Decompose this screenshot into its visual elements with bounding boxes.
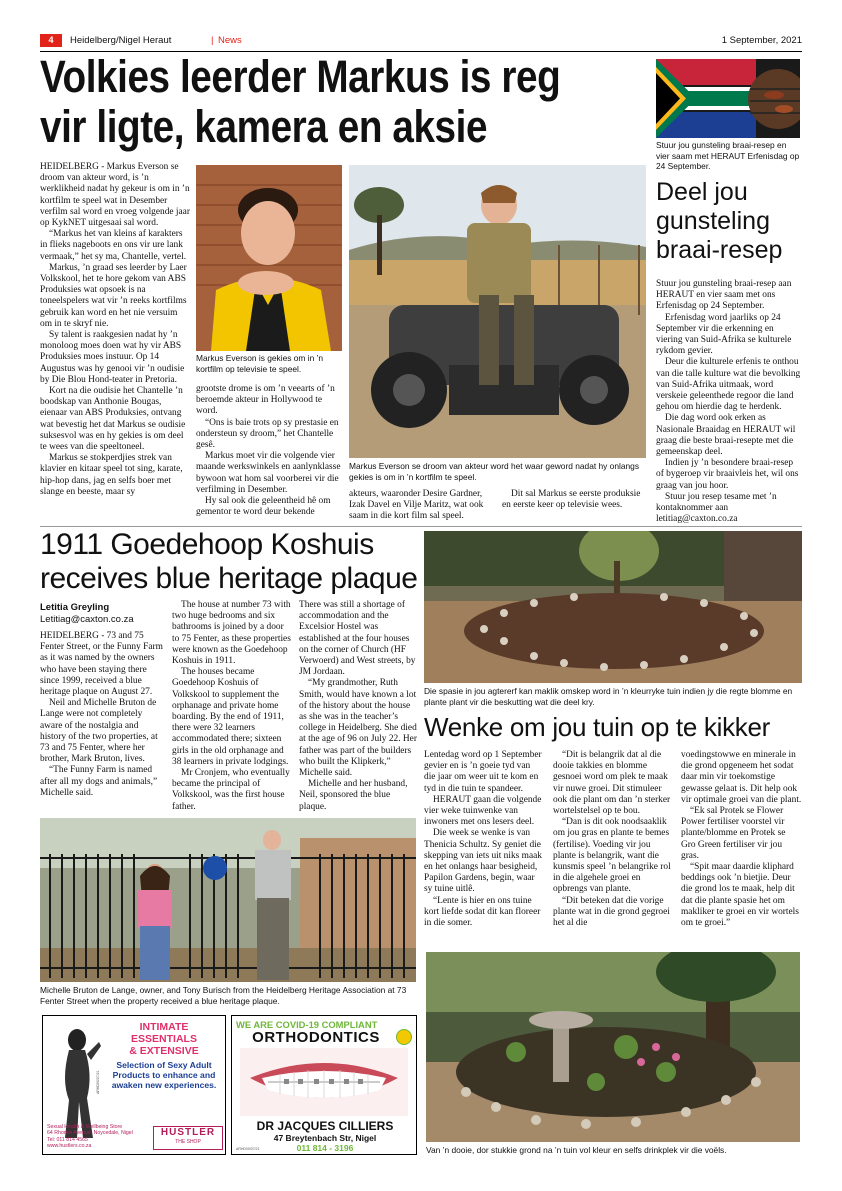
article2-headline-line2: receives blue heritage plaque — [40, 562, 418, 595]
article2-paragraph: There was still a shortage of accommodation and the Excelsior Hostel was established at the four houses on the corner of Church (HF Verwoerd) and West streets, by JM Jordaan. — [299, 600, 416, 678]
heritage-plaque-photo — [40, 818, 416, 982]
article3-col3 — [681, 750, 802, 929]
article1-paragraph: akteurs, waaronder Desire Gardner, Izak Davel en Vilje Maritz, wat ook saam in die kort film sal speel. — [349, 489, 484, 522]
hustler-headline-line: ESSENTIALS — [131, 1033, 197, 1045]
article3-paragraph: “Ek sal Protek se Flower Power fertiliser voorstel vir plante/blomme en Protek se Gro Green fertiliser vir jou gras. — [681, 806, 786, 861]
article1-headline — [40, 52, 566, 152]
smile-illustration — [240, 1048, 408, 1116]
article3-paragraph: “Dit is belangrik dat al die dooie takkies en blomme gesnoei word om plek te maak vir nuwe groei. Dit stimuleer ook die plant om dan ’n sterker wortelstelsel op te bou. — [553, 750, 671, 817]
article1-paragraph: Hy sal ook die geleentheid hê om gementor te word deur bekende — [196, 496, 331, 518]
braai-body — [656, 279, 802, 525]
article2-paragraph: The houses became Goedehoop Koshuis of Volkskool to supplement the orphanage and private home boarding. By the end of 1911, there were 32 learners accommodated there; sixteen girls in the old orphanage and 38 learners in private lodgings. — [172, 667, 289, 767]
braai-paragraph: Stuur jou gunsteling braai-resep aan HERAUT en vier saam met ons Erfenisdag op 24 September. — [656, 279, 792, 312]
hustler-headline-line: INTIMATE — [139, 1021, 189, 1033]
garden-before-caption: Die spasie in jou agtererf kan maklik omskep word in ’n kleurryke tuin indien jy die regte blomme en plante plant vir die beskutting wat die deel kry. — [424, 686, 793, 707]
article2-byline: Letitia Greyling — [40, 602, 110, 613]
garden-before-photo — [424, 531, 802, 683]
hustler-brand-sub: THE SHOP — [175, 1139, 201, 1145]
braai-headline: Deel jou gunsteling braai-resep — [656, 178, 783, 264]
orthodontist-address: 47 Breytenbach Str, Nigel — [273, 1133, 377, 1143]
article2-col1 — [40, 631, 166, 799]
hustler-ad[interactable] — [42, 1015, 226, 1155]
article1-paragraph: Sy talent is raakgesien nadat hy ’n monoloog moes doen wat hy vir ABS Produksies moes instuur. Op 14 Augustus was hy genooi vir ’n oudisie by Die Blou Hond-teater in Pretoria. — [40, 330, 185, 385]
article2-paragraph: Mr Cronjem, who eventually became the principal of Volkskool, was the first house father. — [172, 768, 290, 812]
orthodontist-name: DR JACQUES CILLIERS — [256, 1119, 394, 1133]
article3-paragraph: “Dan is dit ook noodsaaklik om jou gras en plante te bemes (fertilise). Voeding vir jou plante is belangrik, want die kunsmis speel ’n belangrike rol in die algehele groei en opbrengs van plante. — [553, 817, 671, 895]
article2-paragraph: “The Funny Farm is named after all my dogs and animals,” Michelle said. — [40, 765, 158, 798]
hustler-address-line: 64 Rhodes Avenue, Noycedale, Nigel — [47, 1130, 133, 1137]
article2-paragraph: “My grandmother, Ruth Smith, would have known a lot of the history about the house as she was in the teacher’s college in Heidelberg. She died at the age of 96 on July 22. Her father was part of the builders who built the Klipkerk,” Michelle said. — [299, 678, 417, 779]
article1-paragraph: Kort na die oudisie het Chantelle ’n boodskap van Anthonie Bougas, eienaar van ABS Produksies, ontvang wat bevestig het dat Markus se oudisie suksesvol was en hy gekies is om deel te wees van die speeltoneel. — [40, 386, 186, 453]
issue-date: 1 September, 2021 — [721, 35, 802, 46]
article1-paragraph: “Ons is baie trots op sy prestasie en ondersteun sy droom,” het Chantelle gesê. — [196, 417, 339, 451]
article1-col2 — [196, 384, 342, 518]
article1-paragraph: grootste drome is om ’n veearts of ’n beroemde akteur in Hollywood te word. — [196, 384, 335, 417]
article1-paragraph: Markus, ’n graad ses leerder by Laer Volkskool, het te hore gekom van ABS Produksies wat opsoek is na toneelspelers wat vir ’n reeks kortfilms gebruik kan word en het nie versuim om in te skryf nie. — [40, 262, 187, 329]
braai-paragraph: Deur die kulturele erfenis te onthou van die talle kulture wat die bevolking van Suid-Afrika uitmaak, word verskeie geleenthede regoor die land gehou om hierdie dag te herdenk. — [656, 357, 801, 413]
article1-paragraph: Markus moet vir die volgende vier maande werkswinkels en aanlynklasse bywoon wat hom sal voorberei vir die verfilming in Desember. — [196, 451, 341, 495]
article2-col2 — [172, 600, 292, 813]
markus-portrait-photo — [196, 165, 342, 351]
hustler-website[interactable]: www.hustlers.co.za — [47, 1142, 92, 1149]
hustler-address-line: Sexual Health & Wellbeing Store — [47, 1124, 123, 1130]
hustler-headline-line: & EXTENSIVE — [129, 1045, 199, 1057]
article2-paragraph: HEIDELBERG - 73 and 75 Fenter Street, or the Funny Farm as it was named by the owners who have been staying there since 1999, received a blue heritage plaque on August 27. — [40, 631, 163, 698]
article1-paragraph: Dit sal Markus se eerste produksie en eerste keer op televisie wees. — [502, 489, 641, 511]
page-header — [40, 33, 802, 49]
article2-photo-caption: Michelle Bruton de Lange, owner, and Tony Burisch from the Heidelberg Heritage Association at 73 Fenter Street when the property received a blue heritage plaque. — [40, 985, 407, 1006]
hustler-body: Selection of Sexy Adult Products to enhance and awaken new experiences. — [111, 1060, 217, 1090]
braai-paragraph: Erfenisdag word jaarliks op 24 September vir die erkenning en viering van Suid-Afrika se kulturele rykdom gevier. — [656, 312, 792, 357]
article1-col3 — [349, 489, 494, 523]
article2-paragraph: The house at number 73 with two huge bedrooms and six bathrooms is joined by a door to 75 Fenter, as these properties were known as the Goedehoop Koshuis in 1911. — [172, 600, 291, 667]
article2-col3 — [299, 600, 417, 813]
covid-banner: WE ARE COVID-19 COMPLIANT — [236, 1019, 378, 1030]
garden-after-caption: Van ’n dooie, dor stukkie grond na ’n tuin vol kleur en selfs drinkplek vir die voëls. — [426, 1145, 727, 1155]
markus-quad-bike-photo — [349, 165, 646, 458]
hustler-headline — [105, 1021, 223, 1057]
article1-paragraph: HEIDELBERG - Markus Everson se droom van akteur word, is ’n werklikheid nadat hy gekeur is om in ’n kortfilm te speel wat in Desember verfilm sal word en vroeg volgende jaar op KykNET uitgesaai sal word. — [40, 162, 190, 229]
orthodontics-title: ORTHODONTICS — [252, 1029, 380, 1046]
article3-paragraph: Lentedag word op 1 September gevier en is ’n goeie tyd van die jaar om weer uit te kom en tyd in die tuin te spandeer. — [424, 750, 542, 794]
article2-paragraph: Neil and Michelle Bruton de Lange were not completely aware of the nostalgia and history of the two properties, at 73 and 75 Fenter, where her brother, Mark Bruton, lives. — [40, 698, 158, 765]
section-name: News — [218, 35, 242, 46]
garden-after-photo — [426, 952, 800, 1142]
publication-name: Heidelberg/Nigel Heraut — [70, 35, 172, 46]
article3-paragraph: voedingstowwe en minerale in die grond opgeneem het sodat daar min vir toekomstige gewasse gelaat is. Dit help ook vir optimale groei van die plant. — [681, 750, 802, 805]
article2-byline-email[interactable]: Letitiag@caxton.co.za — [40, 614, 134, 625]
hustler-address — [47, 1124, 153, 1149]
hustler-brand: HUSTLER — [160, 1127, 216, 1138]
orthodontics-ad-code: ARHD00/07/21 — [236, 1147, 260, 1151]
orthodontics-ad[interactable] — [231, 1015, 417, 1155]
article2-paragraph: Michelle and her husband, Neil, sponsored the blue plaque. — [299, 779, 408, 812]
article3-paragraph: “Dit beteken dat die vorige plante wat in die grond gegroei het al die — [553, 895, 670, 929]
header-separator: | — [211, 35, 214, 46]
tooth-icon — [396, 1029, 412, 1045]
article3-paragraph: “Spit maar daardie kliphard beddings ook ’n bietjie. Deur die grond los te maak, help dit dat die plante spasie het om makliker te groei en vir wortels om te groei.” — [681, 862, 799, 929]
article3-paragraph: Die week se wenke is van Thenicia Schultz. Sy geniet die skepping van iets uit niks maak en het onlangs haar besigheid, Papilon Gardens, begin, waar sy tuine uitlê. — [424, 828, 542, 895]
hustler-logo — [153, 1126, 223, 1150]
hustler-ad-code: ARHD00/07/21 — [96, 1070, 100, 1094]
article3-col1 — [424, 750, 543, 929]
braai-paragraph: Die dag word ook erken as Nasionale Braaidag en HERAUT wil graag die beste braai-resepte met die gemeenskap deel. — [656, 413, 796, 458]
flag-braai-photo — [656, 59, 800, 138]
article3-paragraph: HERAUT gaan die volgende vier weke tuinwenke van inwoners met ons lesers deel. — [424, 794, 542, 828]
article-divider — [40, 526, 802, 527]
article3-paragraph: “Lente is hier en ons tuine kort liefde sodat dit kan floreer in die somer. — [424, 895, 541, 929]
page-number: 4 — [40, 34, 62, 47]
article2-headline — [40, 528, 420, 596]
article1-paragraph: “Markus het van kleins af karakters in flieks nageboots en ons vir ure lank vermaak,” het sy ma, Chantelle, vertel. — [40, 229, 187, 262]
article1-col4 — [502, 489, 647, 511]
article1-col1 — [40, 162, 190, 498]
article1-headline-line2: vir ligte, kamera en aksie — [40, 101, 488, 152]
orthodontist-phone: 011 814 - 3196 — [296, 1143, 354, 1153]
article1-portrait-caption: Markus Everson is gekies om in ’n kortfilm op televisie te speel. — [196, 353, 324, 374]
article1-paragraph: Markus se stokperdjies strek van klavier en kitaar speel tot sing, karate, hip-hop dans, jag en selfs boer met slange en beeste, maar sy — [40, 453, 183, 497]
article1-quad-caption: Markus Everson se droom van akteur word het waar geword nadat hy onlangs gekies is om in ’n kortfilm te speel. — [349, 461, 640, 482]
article1-headline-line1: Volkies leerder Markus is reg — [40, 51, 561, 102]
flag-caption: Stuur jou gunsteling braai-resep en vier saam met HERAUT Erfenisdag op 24 September. — [656, 140, 800, 171]
article2-headline-line1: 1911 Goedehoop Koshuis — [40, 528, 374, 561]
article3-col2 — [553, 750, 672, 929]
article3-headline: Wenke om jou tuin op te kikker — [424, 712, 771, 742]
braai-paragraph: Stuur jou resep tesame met ’n kontaknommer aan letitiag@caxton.co.za — [656, 491, 777, 525]
hustler-phone: Tel: 011 814 4565 — [47, 1136, 88, 1143]
braai-paragraph: Indien jy ’n besondere braai-resep of bygeroep vir braaivleis het, wil ons graag van jou hoor. — [656, 458, 799, 491]
